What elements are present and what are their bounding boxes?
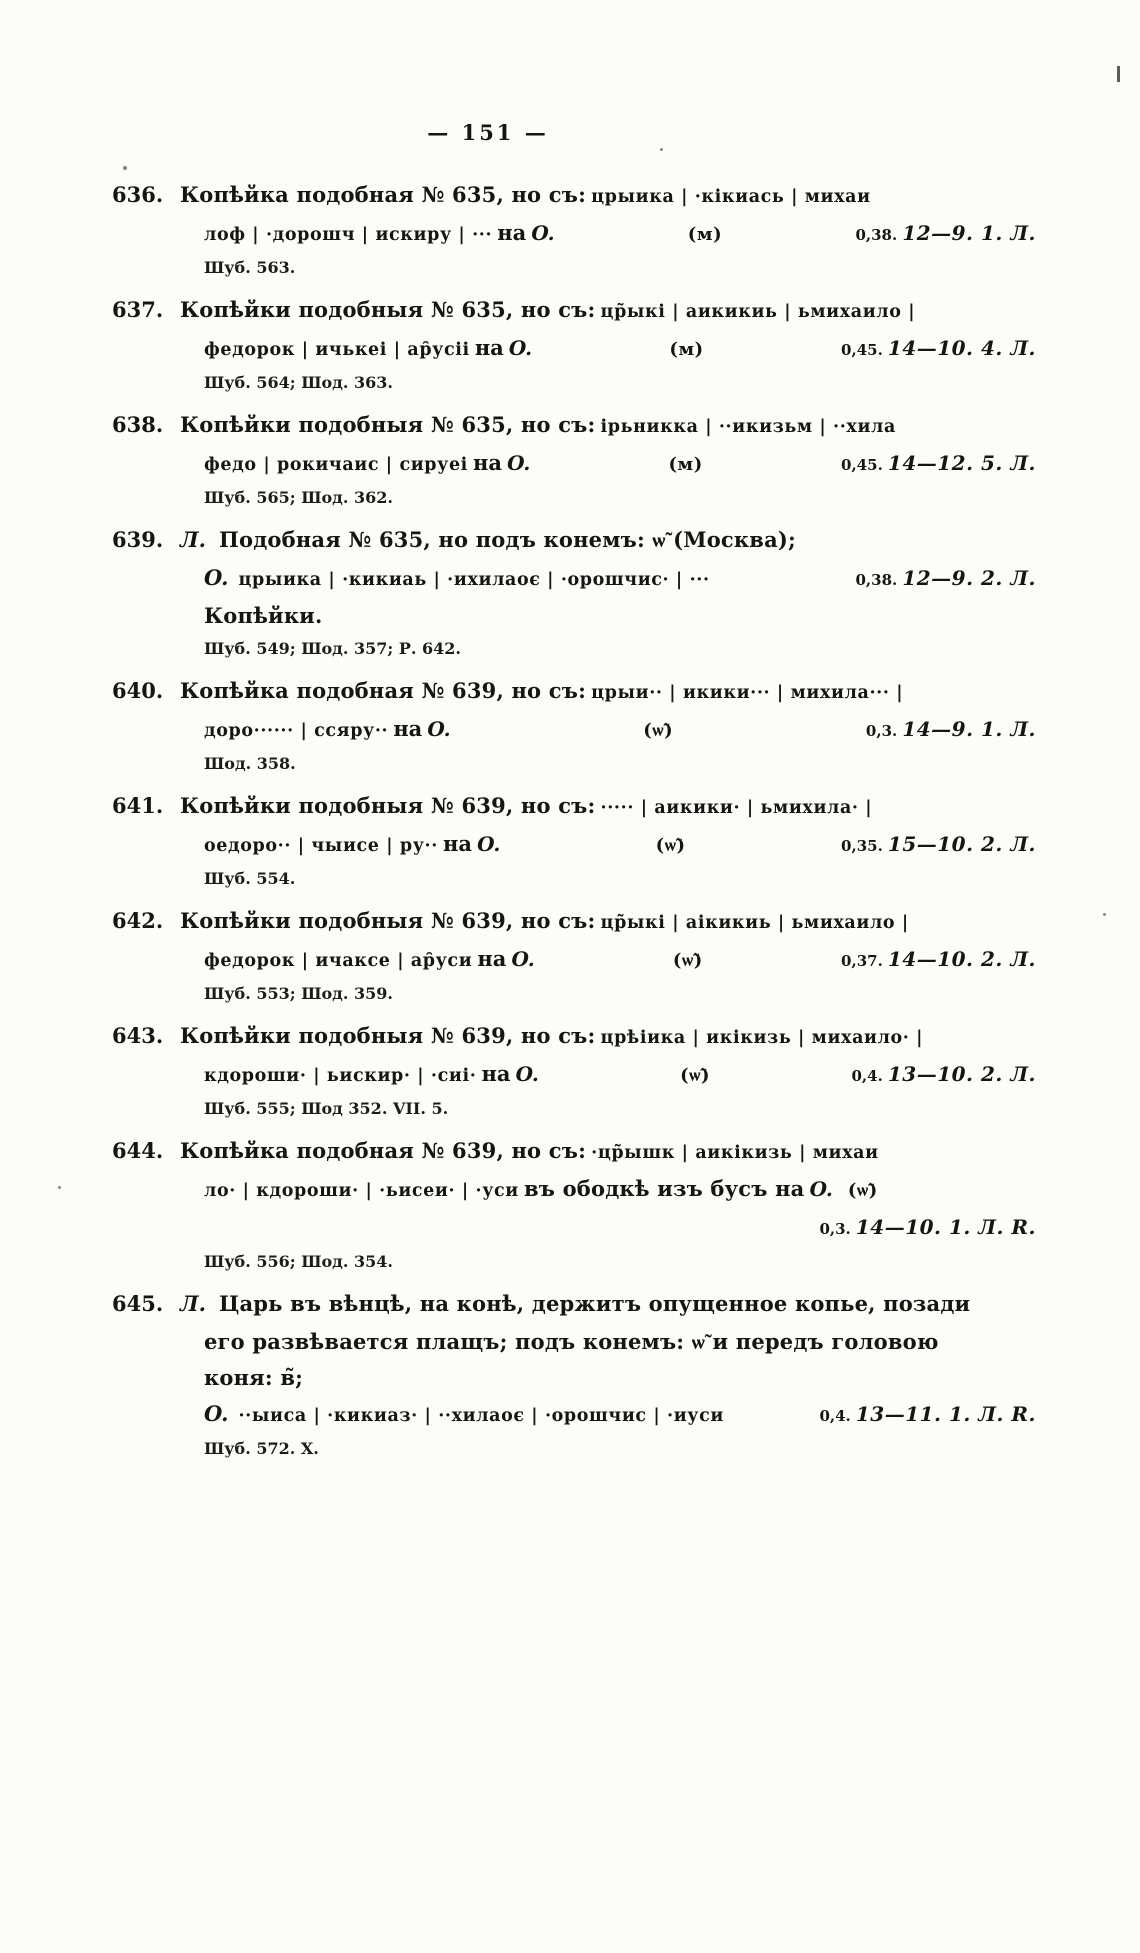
mintmark: (м) — [669, 339, 704, 360]
catalog-entry-637 — [112, 292, 1036, 398]
entry-legend-line — [112, 826, 1036, 864]
measurements — [819, 1396, 1036, 1434]
reference-line: Шуб. 556; Шод. 354. — [204, 1252, 393, 1271]
catalog-entry-643 — [112, 1018, 1036, 1124]
entry-description — [180, 177, 1036, 215]
entry-description — [180, 522, 1036, 560]
scan-artifact — [58, 1186, 61, 1189]
measurements — [866, 711, 1036, 749]
obverse-label: O. — [515, 1062, 539, 1086]
dimensions-value: 13—11. 1. Л. R. — [855, 1402, 1036, 1426]
border-note: въ ободкѣ изъ бусъ на — [523, 1176, 805, 1201]
entry-description — [180, 1133, 1036, 1171]
entry-number: 638. — [112, 412, 164, 437]
entry-heading-line — [112, 1286, 1036, 1324]
weight-value: 0,4. — [851, 1067, 883, 1085]
legend-left — [204, 1396, 724, 1434]
section-word: Копѣйки. — [204, 603, 323, 628]
dimensions-value: 12—9. 2. Л. — [902, 566, 1036, 590]
entry-number: 641. — [112, 793, 164, 818]
weight-value: 0,3. — [819, 1220, 851, 1238]
entry-number: 640. — [112, 678, 164, 703]
reference-line: Шуб. 553; Шод. 359. — [204, 984, 393, 1003]
entry-description — [180, 1286, 1036, 1324]
entry-legend-line — [112, 1171, 1036, 1209]
dimensions-value: 15—10. 2. Л. — [887, 832, 1036, 856]
na-word: на — [473, 450, 502, 475]
entry-heading-line — [112, 407, 1036, 445]
dimensions-value: 14—12. 5. Л. — [887, 451, 1036, 475]
entry-heading-line — [112, 177, 1036, 215]
reference-line: Шуб. 555; Шод 352. VII. 5. — [204, 1099, 449, 1118]
coin-legend: цр̃ыкі | аикикиь | ьмихаило | — [600, 302, 916, 322]
obverse-label: O. — [511, 947, 535, 971]
coin-legend: црыика | ·кикиаь | ·ихилаоє | ·орошчис· | ··· — [238, 570, 710, 590]
entry-intro: Копѣйка подобная № 639, но съ: — [180, 678, 587, 703]
coin-legend: кдороши· | ьискир· | ·сиі· — [204, 1066, 477, 1086]
obverse-label: O. — [507, 451, 531, 475]
measurements — [841, 826, 1036, 864]
coin-legend: црыика | ·кікиась | михаи — [591, 187, 871, 207]
entry-legend-line — [112, 1396, 1036, 1434]
entry-number: 639. — [112, 527, 164, 552]
entry-intro: Подобная № 635, но подъ конемъ: ѡ̃ (Москва); — [218, 527, 796, 552]
legend-left — [204, 826, 500, 864]
dimensions-value: 14—10. 1. Л. R. — [855, 1215, 1036, 1239]
na-word: на — [474, 335, 504, 360]
entry-legend-line — [112, 941, 1036, 979]
entry-intro: Копѣйки подобныя № 639, но съ: — [180, 1023, 596, 1048]
entry-legend-line — [112, 560, 1036, 598]
catalog-entry-640 — [112, 673, 1036, 779]
na-word: на — [477, 946, 507, 971]
entry-intro: Копѣйки подобныя № 635, но съ: — [180, 297, 596, 322]
entry-number: 644. — [112, 1138, 164, 1163]
entry-heading-line — [112, 1133, 1036, 1171]
entry-number: 643. — [112, 1023, 164, 1048]
weight-value: 0,37. — [841, 952, 883, 970]
weight-value: 0,3. — [865, 722, 898, 740]
catalog-page — [112, 120, 1036, 1473]
catalog-entry-639 — [112, 522, 1036, 664]
entry-description — [180, 292, 1036, 330]
legend-left — [204, 215, 555, 253]
legend-left — [204, 445, 530, 483]
measurements — [855, 560, 1036, 598]
weight-value: 0,38. — [855, 571, 898, 589]
reference-line: Шуб. 565; Шод. 362. — [204, 488, 393, 507]
catalog-entry-638 — [112, 407, 1036, 513]
obverse-label: O. — [508, 336, 533, 360]
coin-legend: ірьникка | ··икизьм | ··хила — [600, 417, 896, 437]
entry-number: 636. — [112, 182, 164, 207]
entry-legend-line — [112, 330, 1036, 368]
coin-legend: црыи·· | икики··· | михила··· | — [591, 683, 904, 703]
entry-intro: Копѣйки подобныя № 639, но съ: — [180, 793, 596, 818]
obverse-label: O. — [204, 565, 229, 590]
entry-heading-line — [112, 903, 1036, 941]
entry-legend-line — [112, 1056, 1036, 1094]
coin-legend: ····· | аикики· | ьмихила· | — [600, 798, 873, 818]
scan-artifact — [123, 166, 127, 170]
obverse-prefix: Л. — [180, 1291, 206, 1316]
scan-artifact — [1117, 66, 1120, 82]
dimensions-value: 14—10. 2. Л. — [887, 947, 1036, 971]
measurements — [851, 1056, 1036, 1094]
scan-artifact — [660, 148, 663, 151]
entry-legend-line — [112, 711, 1036, 749]
entry-heading-line — [112, 522, 1036, 560]
na-word: на — [393, 716, 423, 741]
entry-description-line: его развѣвается плащъ; подъ конемъ: ѡ̃ и передъ головою — [204, 1329, 939, 1354]
coin-legend: оедоро·· | чыисе | ру·· — [204, 836, 438, 856]
mintmark: (м) — [668, 454, 703, 475]
catalog-entry-636 — [112, 177, 1036, 283]
measurements — [855, 215, 1036, 253]
entry-intro: Копѣйки подобныя № 639, но съ: — [180, 908, 596, 933]
catalog-entry-645 — [112, 1286, 1036, 1464]
legend-left — [204, 941, 535, 979]
entry-heading-line — [112, 673, 1036, 711]
legend-left — [204, 330, 532, 368]
coin-legend: ло· | кдороши· | ·ьисеи· | ·уси — [204, 1181, 519, 1201]
entry-description — [180, 407, 1036, 445]
catalog-entry-641 — [112, 788, 1036, 894]
coin-legend: ··ыиса | ·кикиаз· | ··хилаоє | ·орошчис | ·иуси — [238, 1406, 724, 1426]
na-word: на — [497, 220, 527, 245]
entry-legend-line — [112, 215, 1036, 253]
measurements — [841, 445, 1036, 483]
coin-legend: федорок | ичькеі | ар̑усіі — [204, 340, 470, 360]
dimensions-value: 14—9. 1. Л. — [902, 717, 1036, 741]
mintmark: (м) — [687, 224, 723, 245]
entry-heading-line — [112, 292, 1036, 330]
mintmark: (ѡ̃) — [680, 1065, 711, 1086]
dimensions-value: 12—9. 1. Л. — [902, 221, 1036, 245]
weight-value: 0,38. — [855, 226, 898, 244]
legend-left — [204, 560, 710, 598]
coin-legend: лоф | ·дорошч | искиру | ··· — [204, 225, 493, 245]
measurements — [841, 330, 1036, 368]
obverse-label: O. — [477, 832, 501, 856]
obverse-label: O. — [204, 1401, 229, 1426]
entry-description — [180, 673, 1036, 711]
mintmark: (ѡ̃) — [847, 1180, 878, 1201]
coin-legend: доро······ | ссяру·· — [204, 721, 389, 741]
mintmark: (ѡ̃) — [655, 835, 686, 856]
coin-legend: црѣіика | икікизь | михаило· | — [600, 1028, 924, 1048]
entry-intro: Копѣйки подобныя № 635, но съ: — [180, 412, 596, 437]
entry-intro: Копѣйка подобная № 639, но съ: — [180, 1138, 587, 1163]
weight-value: 0,35. — [841, 837, 883, 855]
na-word: на — [481, 1061, 511, 1086]
reference-line: Шуб. 564; Шод. 363. — [204, 373, 393, 392]
entry-legend-line — [112, 445, 1036, 483]
measurements-line — [112, 1209, 1036, 1247]
mintmark: (ѡ̃) — [672, 950, 703, 971]
legend-left — [204, 711, 451, 749]
coin-legend: ·цр̃ышк | аикікизь | михаи — [591, 1143, 879, 1163]
entry-heading-line — [112, 1018, 1036, 1056]
reference-line: Шуб. 563. — [204, 258, 296, 277]
scan-artifact — [1103, 913, 1106, 916]
entry-description — [180, 903, 1036, 941]
legend-left — [204, 1056, 539, 1094]
obverse-label: O. — [531, 221, 555, 245]
entry-intro: Царь въ вѣнцѣ, на конѣ, держитъ опущенное копье, позади — [218, 1291, 971, 1316]
coin-legend: федо | рокичаис | сируеі — [204, 455, 468, 475]
entry-description-line: коня: в̃; — [204, 1365, 304, 1390]
reference-line: Шуб. 572. X. — [204, 1439, 319, 1458]
reference-line: Шуб. 549; Шод. 357; Р. 642. — [204, 639, 461, 658]
coin-legend: цр̃ыкі | аікикиь | ьмихаило | — [600, 913, 909, 933]
page-number: — 151 — — [427, 120, 549, 145]
coin-legend: федорок | ичаксе | ар̑уси — [204, 951, 473, 971]
weight-value: 0,45. — [841, 341, 883, 359]
na-word: на — [442, 831, 472, 856]
mintmark: (ѡ̃) — [643, 720, 674, 741]
reference-line: Шод. 358. — [204, 754, 296, 773]
entry-heading-line — [112, 788, 1036, 826]
catalog-entry-644 — [112, 1133, 1036, 1277]
catalog-entry-642 — [112, 903, 1036, 1009]
dimensions-value: 13—10. 2. Л. — [887, 1062, 1036, 1086]
obverse-prefix: Л. — [180, 527, 206, 552]
entry-number: 645. — [112, 1291, 164, 1316]
weight-value: 0,4. — [819, 1407, 851, 1425]
obverse-label: O. — [809, 1177, 833, 1201]
entry-number: 637. — [112, 297, 164, 322]
obverse-label: O. — [427, 717, 451, 741]
reference-line: Шуб. 554. — [204, 869, 296, 888]
entry-description — [180, 1018, 1036, 1056]
measurements — [841, 941, 1036, 979]
weight-value: 0,45. — [841, 456, 883, 474]
dimensions-value: 14—10. 4. Л. — [887, 336, 1036, 360]
entry-intro: Копѣйка подобная № 635, но съ: — [180, 182, 587, 207]
entry-description — [180, 788, 1036, 826]
entry-number: 642. — [112, 908, 164, 933]
